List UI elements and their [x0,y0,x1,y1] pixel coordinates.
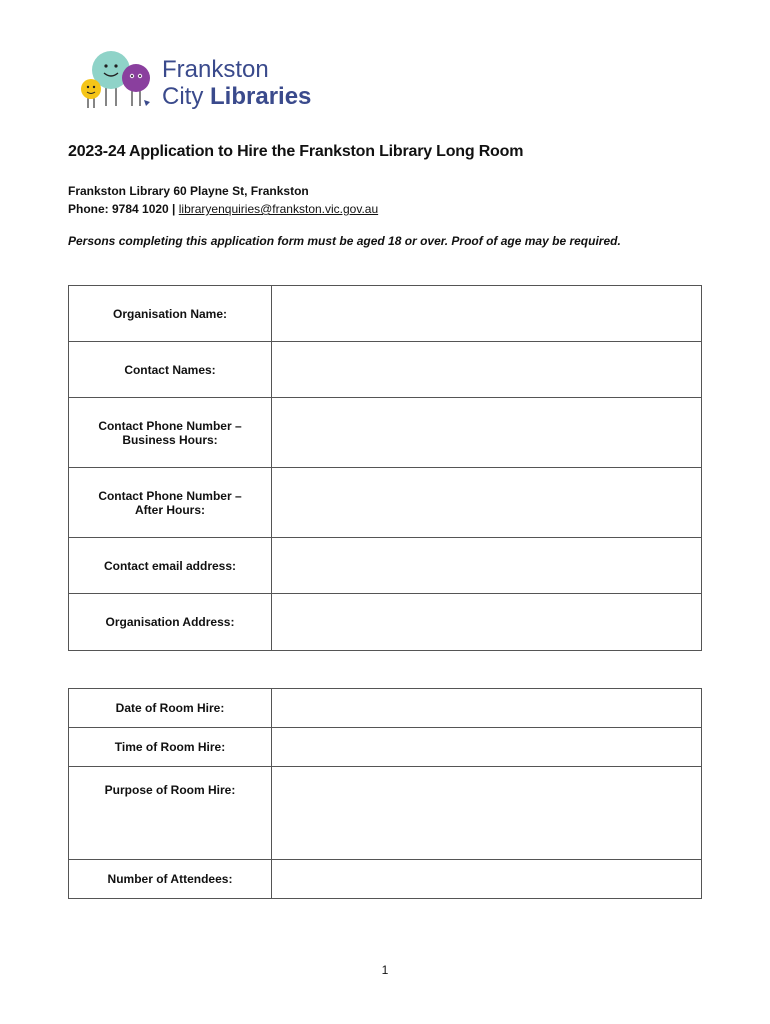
logo-characters-icon [78,48,158,114]
contact-details-table [68,285,702,651]
organisation-address-field[interactable] [272,594,702,651]
label-line: Organisation Address: [105,615,235,629]
logo-line-city-libraries [162,83,311,110]
label-line: Organisation Name: [112,306,228,321]
field-label [69,398,272,468]
table-row [69,538,702,594]
contact-email-field[interactable] [272,538,702,594]
field-label [69,286,272,342]
address-line: Frankston Library 60 Playne St, Frankston [68,184,309,198]
label-line: Contact Phone Number – [98,488,242,503]
table-row [69,767,702,860]
logo-word-libraries: Libraries [210,83,312,110]
field-label [69,594,272,651]
date-of-room-hire-field[interactable] [272,689,702,728]
purpose-of-room-hire-field[interactable] [272,767,702,860]
table-row [69,728,702,767]
logo-wordmark [162,56,311,110]
phone-business-hours-field[interactable] [272,398,702,468]
label-line: After Hours: [134,502,205,517]
table-row [69,594,702,651]
table-row [69,398,702,468]
organisation-name-field[interactable] [272,286,702,342]
logo-line-frankston: Frankston [162,56,269,83]
logo-word-city: City [162,83,204,110]
phone-text: Phone: 9784 1020 | [68,202,179,216]
table-row [69,468,702,538]
contact-names-field[interactable] [272,342,702,398]
field-label: Purpose of Room Hire: [69,767,272,860]
field-label [69,538,272,594]
field-label: Date of Room Hire: [69,689,272,728]
page-number: 1 [381,963,389,977]
room-hire-table [68,688,702,899]
page-title: 2023-24 Application to Hire the Frankston Library Long Room [68,143,524,160]
label-line: Contact Names: [124,362,216,377]
table-row [69,689,702,728]
phone-after-hours-field[interactable] [272,468,702,538]
table-row [69,860,702,899]
table-row [69,342,702,398]
label-line: Business Hours: [122,432,218,447]
table-row [69,286,702,342]
field-label [69,342,272,398]
library-address [68,182,378,218]
number-of-attendees-field[interactable] [272,860,702,899]
frankston-city-libraries-logo [78,48,328,114]
field-label [69,468,272,538]
label-line: Contact Phone Number – [98,418,242,433]
label-line: Contact email address: [103,558,237,573]
phone-email-line [68,200,378,218]
field-label: Time of Room Hire: [69,728,272,767]
time-of-room-hire-field[interactable] [272,728,702,767]
age-notice: Persons completing this application form must be aged 18 or over. Proof of age may be required. [68,234,621,248]
email-link[interactable]: libraryenquiries@frankston.vic.gov.au [178,202,379,216]
field-label: Number of Attendees: [69,860,272,899]
